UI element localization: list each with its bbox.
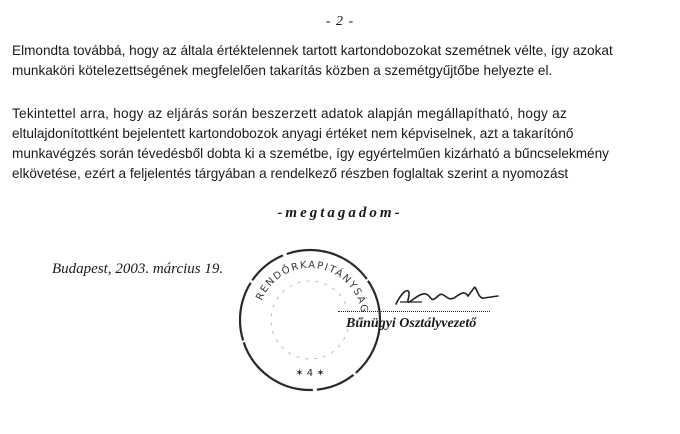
signer-title: Bűnügyi Osztályvezető bbox=[346, 316, 477, 331]
stamp-number: ✶ 4 ✶ bbox=[295, 368, 325, 379]
text-line: Elmondta továbbá, hogy az általa értéktelennek tartott kartondobozokat szemétnek vélte, így azokat bbox=[12, 43, 613, 58]
signature-line bbox=[338, 311, 490, 312]
paragraph-reasoning bbox=[12, 104, 672, 184]
text-line: Tekintettel arra, hogy az eljárás során beszerzett adatok alapján megállapítható, hogy az bbox=[12, 106, 567, 121]
handwritten-signature bbox=[338, 280, 513, 314]
text-line: munkaköri kötelezettségének megfelelően takarítás közben a szemétgyűjtőbe helyezte el. bbox=[12, 63, 553, 78]
paragraph-statement bbox=[12, 41, 672, 81]
stamp-ring-text: RENDŐRKAPITÁNYSÁG bbox=[254, 259, 370, 315]
page-number: - 2 - bbox=[325, 14, 355, 29]
text-line: elkövetése, ezért a feljelentés tárgyában a rendelkező részben foglaltak szerint a nyomozást bbox=[12, 166, 569, 181]
decision-text: -megtagadom- bbox=[277, 205, 403, 221]
place-date: Budapest, 2003. március 19. bbox=[52, 261, 224, 277]
text-line: munkavégzés során tévedésből dobta ki a szemétbe, így egyértelműen kizárható a bűncselekmény bbox=[12, 146, 609, 161]
text-line: eltulajdonítottként bejelentett kartondobozok anyagi értéket nem képviselnek, azt a takarítónő bbox=[12, 126, 574, 141]
